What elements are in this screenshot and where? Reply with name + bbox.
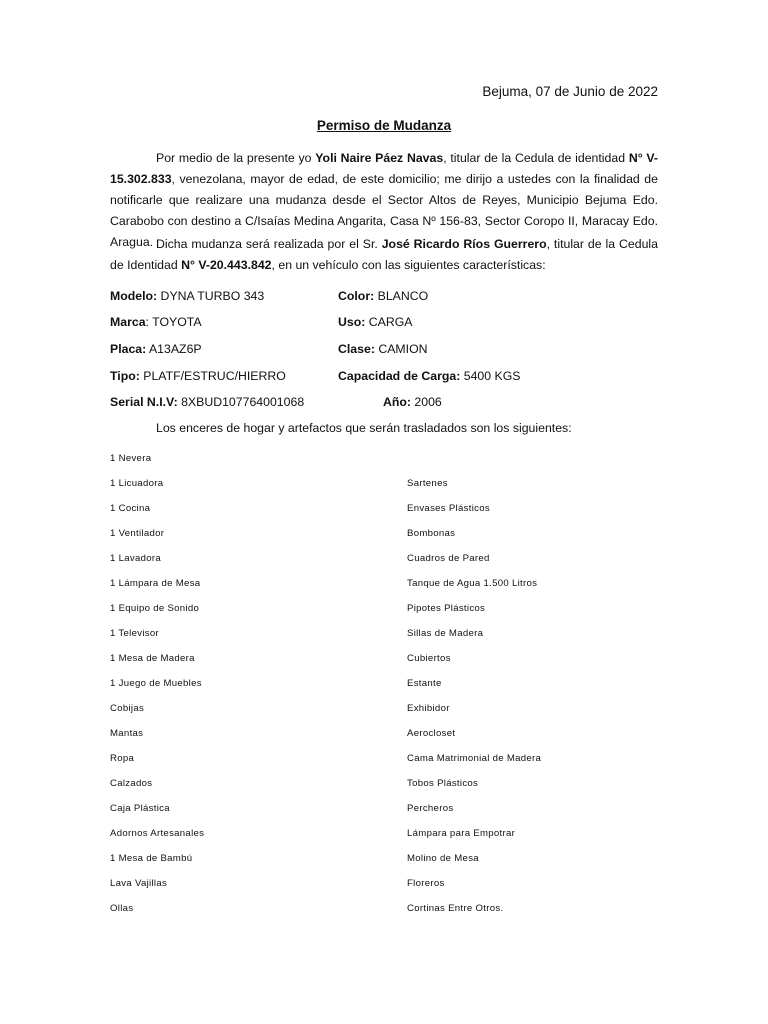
items-intro: Los enceres de hogar y artefactos que serán trasladados son los siguientes: xyxy=(156,421,572,435)
vehicle-capacidad: Capacidad de Carga: 5400 KGS xyxy=(338,369,521,383)
vehicle-placa: Placa: A13AZ6P xyxy=(110,342,202,356)
list-item: Cuadros de Pared xyxy=(407,553,490,564)
list-item: 1 Cocina xyxy=(110,503,151,514)
letter-date: Bejuma, 07 de Junio de 2022 xyxy=(482,84,658,99)
list-item: 1 Mesa de Madera xyxy=(110,653,195,664)
list-item: Floreros xyxy=(407,878,445,889)
list-item: Lámpara para Empotrar xyxy=(407,828,516,839)
list-item: 1 Juego de Muebles xyxy=(110,678,202,689)
list-item: Tobos Plásticos xyxy=(407,778,479,789)
p1-text-2: , titular de la Cedula de identidad xyxy=(443,151,629,165)
p2-text-1: Dicha mudanza será realizada por el Sr. xyxy=(156,237,382,251)
driver-name: José Ricardo Ríos Guerrero xyxy=(381,237,547,251)
list-item: Cortinas Entre Otros. xyxy=(407,903,504,914)
list-item: 1 Televisor xyxy=(110,628,159,639)
applicant-name: Yoli Naire Páez Navas xyxy=(315,151,444,165)
list-item: Ropa xyxy=(110,753,135,764)
list-item: Adornos Artesanales xyxy=(110,828,205,839)
vehicle-marca: Marca: TOYOTA xyxy=(110,315,202,329)
list-item: Bombonas xyxy=(407,528,456,539)
list-item: Estante xyxy=(407,678,442,689)
list-item: Exhibidor xyxy=(407,703,450,714)
list-item: Cama Matrimonial de Madera xyxy=(407,753,542,764)
list-item: Molino de Mesa xyxy=(407,853,479,864)
vehicle-serial: Serial N.I.V: 8XBUD107764001068 xyxy=(110,395,305,409)
list-item: Lava Vajillas xyxy=(110,878,168,889)
letter-title: Permiso de Mudanza xyxy=(316,118,452,133)
p2-text-2: , titular de la Cedula de Identidad xyxy=(110,237,658,272)
list-item: Mantas xyxy=(110,728,144,739)
list-item: Pipotes Plásticos xyxy=(407,603,486,614)
list-item: 1 Lámpara de Mesa xyxy=(110,578,201,589)
list-item: Sillas de Madera xyxy=(407,628,484,639)
list-item: Calzados xyxy=(110,778,153,789)
list-item: Caja Plástica xyxy=(110,803,170,814)
list-item: 1 Licuadora xyxy=(110,478,164,489)
p1-text-3: , venezolana, mayor de edad, de este domicilio; me dirijo a ustedes con la finalidad de notificarle que realizare una mudanza desde el Sector Altos de Reyes, Municipio Bejuma Edo. Carabobo con destino a C/Isaías Medina Angarita, Casa Nº 156-83, Sector Coropo II, Maracay Edo. Aragua. xyxy=(110,172,658,249)
p2-text-3: , en un vehículo con las siguientes características: xyxy=(271,258,546,272)
list-item: Ollas xyxy=(110,903,134,914)
list-item: Envases Plásticos xyxy=(407,503,490,514)
list-item: 1 Lavadora xyxy=(110,553,162,564)
vehicle-tipo: Tipo: PLATF/ESTRUC/HIERRO xyxy=(110,369,286,383)
list-item: Aerocloset xyxy=(407,728,456,739)
applicant-id: N° V-15.302.833 xyxy=(110,151,658,186)
list-item: Cubiertos xyxy=(407,653,451,664)
list-item: Tanque de Agua 1.500 Litros xyxy=(407,578,538,589)
driver-id: N° V-20.443.842 xyxy=(181,258,272,272)
list-item: Percheros xyxy=(407,803,454,814)
list-item: 1 Ventilador xyxy=(110,528,165,539)
paragraph-driver xyxy=(110,234,658,276)
list-item: Sartenes xyxy=(407,478,448,489)
list-item: 1 Equipo de Sonido xyxy=(110,603,200,614)
vehicle-uso: Uso: CARGA xyxy=(338,315,413,329)
list-item: Cobijas xyxy=(110,703,145,714)
p1-text-1: Por medio de la presente yo xyxy=(156,151,316,165)
vehicle-anio: Año: 2006 xyxy=(383,395,442,409)
vehicle-clase: Clase: CAMION xyxy=(338,342,428,356)
list-item: 1 Mesa de Bambú xyxy=(110,853,193,864)
vehicle-modelo: Modelo: DYNA TURBO 343 xyxy=(110,289,265,303)
list-item: 1 Nevera xyxy=(110,453,152,464)
vehicle-color: Color: BLANCO xyxy=(338,289,429,303)
